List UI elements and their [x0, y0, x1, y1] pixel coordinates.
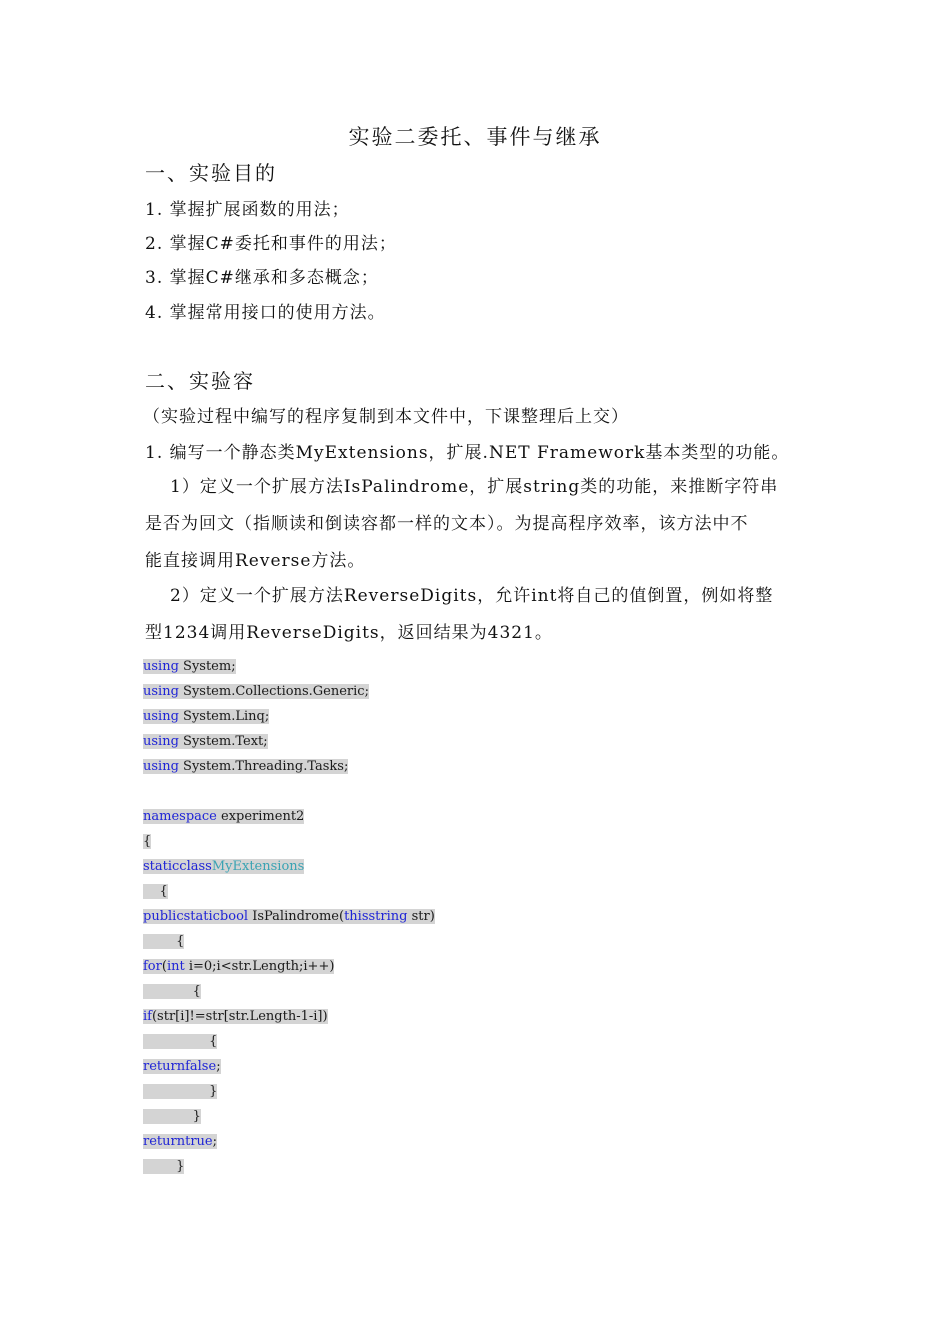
code-line-return-true: returntrue; — [143, 1134, 217, 1149]
code-line-method-open: { — [143, 933, 184, 951]
code-line-namespace: namespace experiment2 — [143, 809, 305, 824]
objective-item-4: 4. 掌握常用接口的使用方法。 — [145, 303, 386, 323]
code-line-if-open: { — [143, 1033, 217, 1051]
code-line-ns-open: { — [143, 834, 152, 849]
objective-item-1: 1. 掌握扩展函数的用法； — [145, 200, 350, 220]
objective-item-3: 3. 掌握C#继承和多态概念； — [145, 268, 379, 288]
code-line-using-text: using System.Text; — [143, 734, 268, 749]
code-line-for-open: { — [143, 983, 201, 1001]
document-title: 实验二委托、事件与继承 — [348, 125, 602, 149]
section2-note: （实验过程中编写的程序复制到本文件中，下课整理后上交） — [143, 407, 629, 427]
sub1-line3: 能直接调用Reverse方法。 — [145, 551, 366, 571]
code-line-using-collections: using System.Collections.Generic; — [143, 684, 369, 699]
task1-text: 1. 编写一个静态类MyExtensions，扩展.NET Framework基本类型的功能。 — [145, 443, 790, 463]
code-line-method-close: } — [143, 1158, 184, 1176]
sub1-line1: 1）定义一个扩展方法IsPalindrome，扩展string类的功能，来推断字符串 — [170, 477, 779, 497]
code-line-return-false: returnfalse; — [143, 1059, 221, 1074]
code-line-for: for(int i=0;i<str.Length;i++) — [143, 959, 335, 974]
code-line-using-threading: using System.Threading.Tasks; — [143, 759, 349, 774]
code-line-class-decl: staticclassMyExtensions — [143, 859, 305, 874]
section2-heading: 二、实验容 — [145, 369, 255, 393]
code-line-for-close: } — [143, 1108, 201, 1126]
sub1-line2: 是否为回文（指顺读和倒读容都一样的文本）。为提高程序效率，该方法中不 — [145, 514, 749, 534]
code-line-method-decl: publicstaticbool IsPalindrome(thisstring str) — [143, 909, 435, 924]
objective-item-2: 2. 掌握C#委托和事件的用法； — [145, 234, 397, 254]
code-line-using-linq: using System.Linq; — [143, 709, 270, 724]
code-line-if: if(str[i]!=str[str.Length-1-i]) — [143, 1009, 328, 1024]
section1-heading: 一、实验目的 — [145, 161, 277, 185]
sub2-line2: 型1234调用ReverseDigits，返回结果为4321。 — [145, 623, 553, 643]
code-line-using-system: using System; — [143, 659, 236, 674]
code-line-if-close: } — [143, 1083, 217, 1101]
sub2-line1: 2）定义一个扩展方法ReverseDigits，允许int将自己的值倒置，例如将整 — [170, 586, 774, 606]
code-line-class-open: { — [143, 883, 168, 901]
